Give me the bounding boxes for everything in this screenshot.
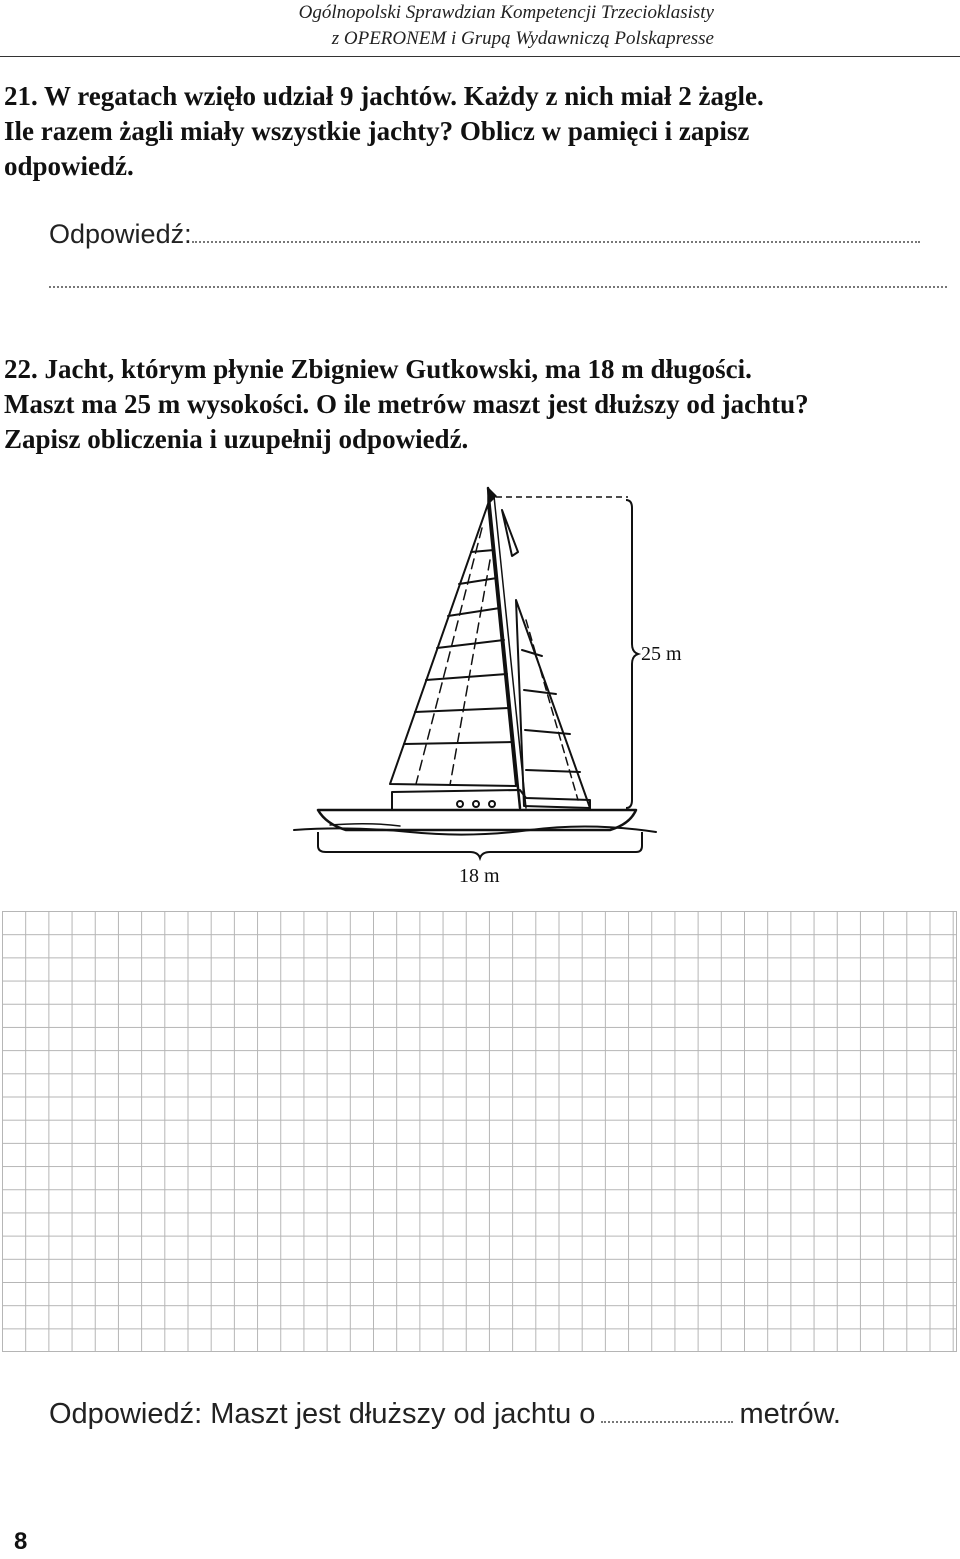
task-21-answer-line[interactable] bbox=[192, 219, 920, 243]
task-22 bbox=[4, 352, 954, 457]
task-22-answer-blank[interactable] bbox=[601, 1399, 733, 1423]
task-22-answer-prefix: Odpowiedź: Maszt jest dłuższy od jachtu o bbox=[49, 1398, 596, 1430]
task-21 bbox=[4, 79, 954, 184]
length-label: 18 m bbox=[459, 865, 500, 887]
height-label: 25 m bbox=[641, 643, 682, 665]
calculation-grid[interactable] bbox=[2, 911, 957, 1352]
task-22-line-1: 22. Jacht, którym płynie Zbigniew Gutkowski, ma 18 m długości. bbox=[4, 354, 752, 384]
task-21-line-1: 21. W regatach wzięło udział 9 jachtów. Każdy z nich miał 2 żagle. bbox=[4, 81, 764, 111]
page-header bbox=[114, 0, 714, 52]
task-22-answer bbox=[49, 1394, 841, 1434]
task-21-answer bbox=[49, 214, 920, 254]
page-number: 8 bbox=[14, 1528, 28, 1555]
task-21-answer-label: Odpowiedź: bbox=[49, 219, 192, 249]
task-22-answer-suffix: metrów. bbox=[739, 1398, 841, 1430]
header-line-1: Ogólnopolski Sprawdzian Kompetencji Trzecioklasisty bbox=[298, 2, 714, 23]
header-rule bbox=[0, 56, 960, 57]
task-21-line-2: Ile razem żagli miały wszystkie jachty? Oblicz w pamięci i zapisz bbox=[4, 116, 750, 146]
task-21-answer-line-2[interactable] bbox=[49, 286, 947, 288]
task-22-line-2: Maszt ma 25 m wysokości. O ile metrów maszt jest dłuższy od jachtu? bbox=[4, 389, 809, 419]
header-line-2: z OPERONEM i Grupą Wydawniczą Polskapresse bbox=[331, 28, 714, 49]
task-22-line-3: Zapisz obliczenia i uzupełnij odpowiedź. bbox=[4, 424, 469, 454]
task-21-line-3: odpowiedź. bbox=[4, 151, 134, 181]
sailboat-illustration bbox=[290, 480, 660, 875]
